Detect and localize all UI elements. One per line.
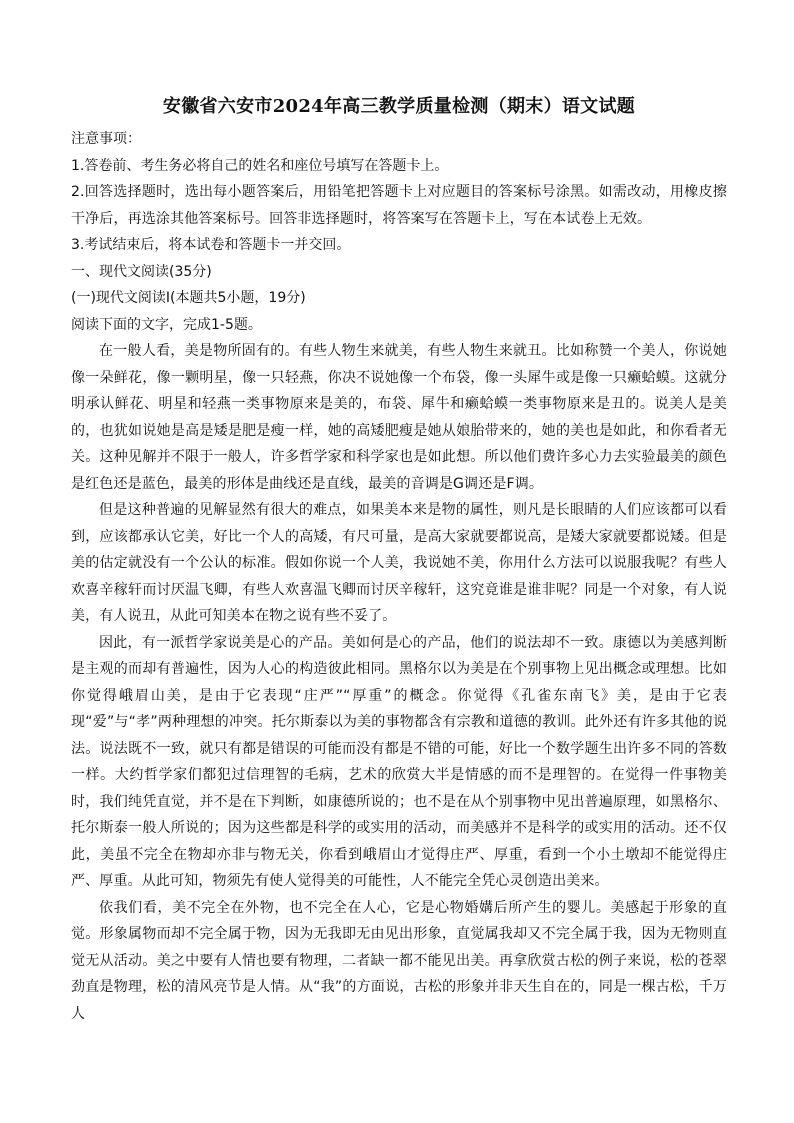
document-body [71,94,727,1027]
section-heading: 一、现代文阅读(35分) [71,263,212,280]
reading-instruction: 阅读下面的文字，完成1-5题。 [71,316,262,333]
passage-paragraph: 依我们看，美不完全在外物，也不完全在人心，它是心物婚媾后所产生的婴儿。美感起于形象的直觉。形象属物而却不完全属于物，因为无我即无由见出形象，直觉属我却又不完全属于我，因为无物则直觉无从活动。美之中要有人情也要有物理，二者缺一都不能见出美。再拿欣赏古松的例子来说，松的苍翠劲直是物理，松的清风亮节是人情。从“我”的方面说，古松的形象并非天生自在的，同是一棵古松，千万人 [71,899,727,1022]
notice-item: 1.答卷前、考生务必将自己的姓名和座位号填写在答题卡上。 [71,157,449,174]
passage-paragraph: 但是这种普遍的见解显然有很大的难点，如果美本来是物的属性，则凡是长眼睛的人们应该都可以看到，应该都承认它美，好比一个人的高矮，有尺可量，是高大家就要都说高，是矮大家就要都说矮。但是美的估定就没有一个公认的标准。假如你说一个人美，我说她不美，你用什么方法可以说服我呢？有些人欢喜辛稼轩而讨厌温飞卿，有些人欢喜温飞卿而讨厌辛稼轩，这究竟谁是谁非呢？同是一个对象，有人说美，有人说丑，从此可知美本在物之说有些不妥了。 [71,502,727,624]
notice-item: 2.回答选择题时，选出每小题答案后，用铅笔把答题卡上对应题目的答案标号涂黑。如需改动，用橡皮擦干净后，再选涂其他答案标号。回答非选择题时，将答案写在答题卡上，写在本试卷上无效。 [71,184,727,227]
passage-paragraph: 在一般人看，美是物所固有的。有些人物生来就美，有些人物生来就丑。比如称赞一个美人，你说她像一朵鲜花，像一颗明星，像一只轻燕，你决不说她像一个布袋，像一头犀牛或是像一只癞蛤蟆。这就分明承认鲜花、明星和轻燕一类事物原来是美的，布袋、犀牛和癞蛤蟆一类事物原来是丑的。说美人是美的，也犹如说她是高是矮是肥是瘦一样，她的高矮肥瘦是她从娘胎带来的，她的美也是如此，和你看者无关。这种见解并不限于一般人，许多哲学家和科学家也是如此想。所以他们费许多心力去实验最美的颜色是红色还是蓝色，最美的形体是曲线还是直线，最美的音调是G调还是F调。 [71,343,727,492]
passage-paragraph: 因此，有一派哲学家说美是心的产品。美如何是心的产品，他们的说法却不一致。康德以为美感判断是主观的而却有普遍性，因为人心的构造彼此相同。黑格尔以为美是在个别事物上见出概念或理想。比如你觉得峨眉山美，是由于它表现“庄严”“厚重”的概念。你觉得《孔雀东南飞》美，是由于它表现“爱”与“孝”两种理想的冲突。托尔斯泰以为美的事物都含有宗教和道德的教训。此外还有许多其他的说法。说法既不一致，就只有都是错误的可能而没有都是不错的可能，好比一个数学题生出许多不同的答数一样。大约哲学家们都犯过信理智的毛病，艺术的欣赏大半是情感的而不是理智的。在觉得一件事物美时，我们纯凭直觉，并不是在下判断，如康德所说的；也不是在从个别事物中见出普遍原理，如黑格尔、托尔斯泰一般人所说的；因为这些都是科学的或实用的活动，而美感并不是科学的或实用的活动。还不仅此，美虽不完全在物却亦非与物无关，你看到峨眉山才觉得庄严、厚重，看到一个小土墩却不能觉得庄严、厚重。从此可知，物须先有使人觉得美的可能性，人不能完全凭心灵创造出美来。 [71,634,727,889]
notice-heading: 注意事项： [71,131,141,147]
page-title: 安徽省六安市2024年高三教学质量检测（期末）语文试题 [162,96,636,117]
subsection-heading: (一)现代文阅读Ⅰ(本题共5小题，19分) [71,290,306,306]
notice-item: 3.考试结束后，将本试卷和答题卡一并交回。 [71,237,351,253]
